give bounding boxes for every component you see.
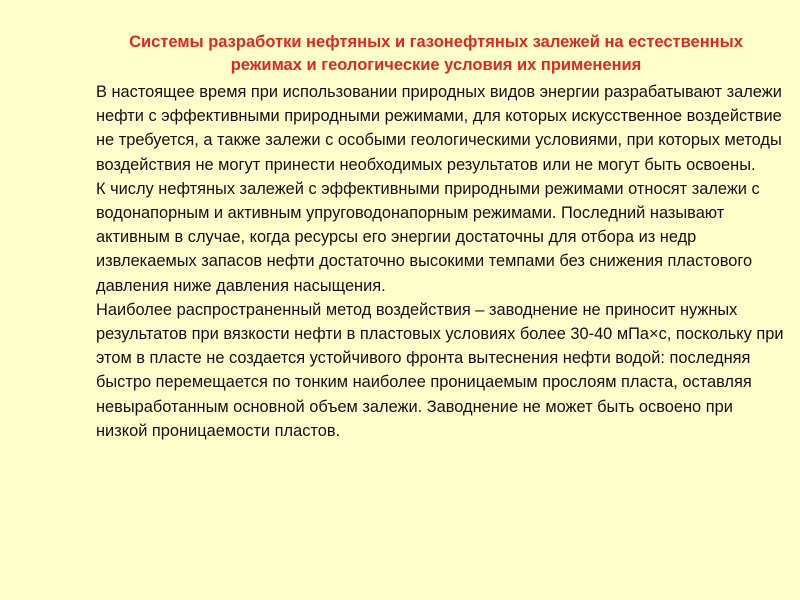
slide-title: Системы разработки нефтяных и газонефтяных залежей на естественных режимах и геологические условия их применения [129, 33, 743, 74]
paragraph-natural-energy: В настоящее время при использовании природных видов энергии разрабатывают залежи нефти с эффективными природными режимами, для которых искусственное воздействие не требуется, а также залежи с особыми геологическими условиями, при которых методы воздействия не могут принести необходимых результатов или не могут быть освоены. [96, 83, 782, 174]
paragraph-waterflooding: Наиболее распространенный метод воздействия – заводнение не приносит нужных результатов при вязкости нефти в пластовых условиях более 30-40 мПа×с, поскольку при этом в пласте не создается устойчивого фронта вытеснения нефти водой: последняя быстро перемещается по тонким наиболее проницаемым прослоям пласта, оставляя невыработанным основной объем залежи. Заводнение не может быть освоено при низкой проницаемости пластов. [96, 300, 784, 440]
slide-body [96, 80, 786, 443]
paragraph-effective-regimes: К числу нефтяных залежей с эффективными природными режимами относят залежи с водонапорным и активным упруговодонапорным режимами. Последний называют активным в случае, когда ресурсы его энергии достаточны для отбора из недр извлекаемых запасов нефти достаточно высокими темпами без снижения пластового давления ниже давления насыщения. [96, 179, 760, 295]
